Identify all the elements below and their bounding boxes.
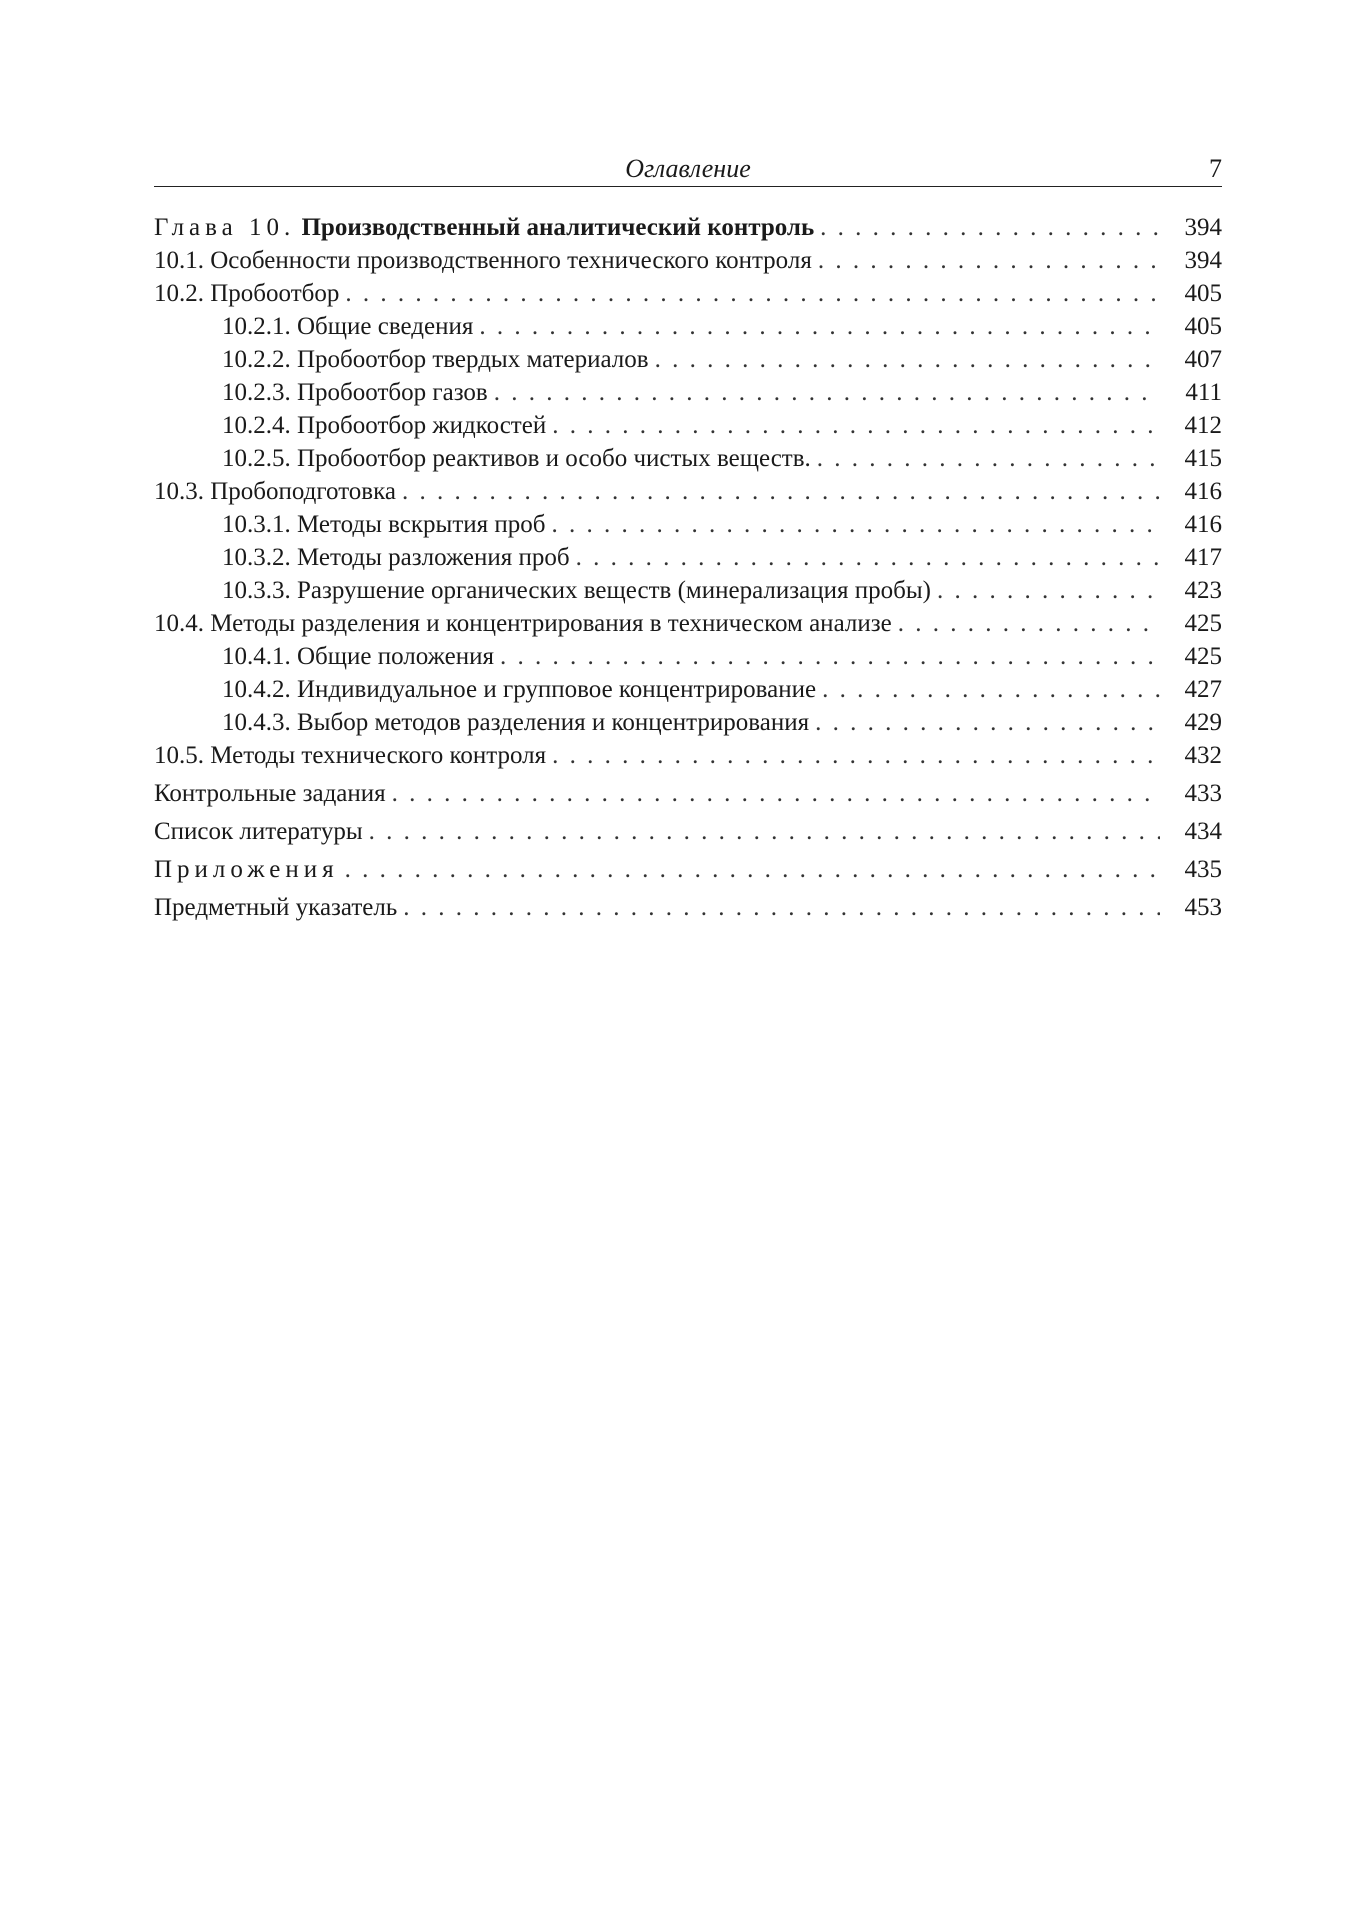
toc-entry-10-2-2[interactable] bbox=[154, 343, 1222, 376]
toc-page-number: 432 bbox=[1184, 742, 1222, 769]
dot-leader bbox=[345, 853, 1160, 886]
toc-entry-label: 10.4. Методы разделения и концентрирования в техническом анализе bbox=[154, 610, 892, 637]
toc-entry-label: 10.1. Особенности производственного технического контроля bbox=[154, 247, 812, 274]
toc-entry-label: 10.5. Методы технического контроля bbox=[154, 742, 547, 769]
dot-leader bbox=[576, 541, 1160, 574]
dot-leader bbox=[402, 475, 1160, 508]
dot-leader bbox=[500, 640, 1160, 673]
toc-page-number: 425 bbox=[1184, 610, 1222, 637]
toc-entry-10-3-3[interactable] bbox=[154, 574, 1222, 607]
toc-entry-label: Список литературы bbox=[154, 818, 363, 845]
toc-entry-10-3-2[interactable] bbox=[154, 541, 1222, 574]
toc-entry-appendices[interactable] bbox=[154, 853, 1222, 886]
dot-leader bbox=[937, 574, 1160, 607]
chapter-title: Производственный аналитический контроль bbox=[301, 214, 815, 241]
chapter-prefix: Глава 10. bbox=[154, 214, 296, 241]
toc-page-number: 405 bbox=[1184, 313, 1222, 340]
toc-entry-bibliography[interactable] bbox=[154, 815, 1222, 848]
toc-entry-10-4-3[interactable] bbox=[154, 706, 1222, 739]
toc-entry-label: Контрольные задания bbox=[154, 780, 386, 807]
toc-entry-label: 10.4.3. Выбор методов разделения и концентрирования bbox=[222, 709, 810, 736]
table-of-contents bbox=[154, 211, 1222, 924]
toc-entry-10-4-2[interactable] bbox=[154, 673, 1222, 706]
dot-leader bbox=[552, 739, 1160, 772]
dot-leader bbox=[392, 777, 1160, 810]
toc-page-number: 425 bbox=[1184, 643, 1222, 670]
page-number: 7 bbox=[1209, 154, 1222, 183]
toc-entry-10-4-1[interactable] bbox=[154, 640, 1222, 673]
toc-page-number: 412 bbox=[1184, 412, 1222, 439]
toc-page-number: 423 bbox=[1184, 577, 1222, 604]
toc-page-number: 417 bbox=[1184, 544, 1222, 571]
toc-page-number: 429 bbox=[1184, 709, 1222, 736]
dot-leader bbox=[552, 508, 1161, 541]
toc-page-number: 394 bbox=[1184, 247, 1222, 274]
toc-entry-label: 10.3.1. Методы вскрытия проб bbox=[222, 511, 546, 538]
toc-entry-label: 10.2.2. Пробоотбор твердых материалов bbox=[222, 346, 649, 373]
toc-entry-10-2[interactable] bbox=[154, 277, 1222, 310]
toc-entry-subject-index[interactable] bbox=[154, 891, 1222, 924]
toc-entry-label: 10.2.5. Пробоотбор реактивов и особо чистых веществ. bbox=[222, 445, 811, 472]
toc-page-number: 405 bbox=[1184, 280, 1222, 307]
running-title: Оглавление bbox=[625, 154, 751, 183]
toc-entry-10-2-5[interactable] bbox=[154, 442, 1222, 475]
dot-leader bbox=[815, 706, 1160, 739]
dot-leader bbox=[494, 376, 1160, 409]
toc-entry-10-5[interactable] bbox=[154, 739, 1222, 772]
toc-entry-10-2-1[interactable] bbox=[154, 310, 1222, 343]
toc-page-number: 435 bbox=[1184, 856, 1222, 883]
page bbox=[154, 150, 1222, 924]
toc-entry-label: 10.4.2. Индивидуальное и групповое концентрирование bbox=[222, 676, 817, 703]
toc-page-number: 434 bbox=[1184, 818, 1222, 845]
toc-entry-label: 10.2.1. Общие сведения bbox=[222, 313, 474, 340]
toc-page-number: 411 bbox=[1185, 379, 1222, 406]
toc-entry-label: Предметный указатель bbox=[154, 894, 398, 921]
toc-entry-10-2-4[interactable] bbox=[154, 409, 1222, 442]
dot-leader bbox=[552, 409, 1160, 442]
dot-leader bbox=[822, 673, 1160, 706]
toc-entry-review-tasks[interactable] bbox=[154, 777, 1222, 810]
toc-entry-10-2-3[interactable] bbox=[154, 376, 1222, 409]
toc-entry-label: 10.2.4. Пробоотбор жидкостей bbox=[222, 412, 547, 439]
toc-entry-10-3-1[interactable] bbox=[154, 508, 1222, 541]
toc-entry-label: 10.2.3. Пробоотбор газов bbox=[222, 379, 488, 406]
toc-entry-label: 10.3.2. Методы разложения проб bbox=[222, 544, 570, 571]
toc-page-number: 394 bbox=[1184, 214, 1222, 241]
toc-page-number: 416 bbox=[1184, 478, 1222, 505]
dot-leader bbox=[345, 277, 1160, 310]
running-head bbox=[154, 150, 1222, 187]
dot-leader bbox=[820, 211, 1160, 244]
toc-entry-10-1[interactable] bbox=[154, 244, 1222, 277]
toc-entry-10-4[interactable] bbox=[154, 607, 1222, 640]
toc-entry-label bbox=[154, 211, 814, 244]
toc-entry-label: 10.2. Пробоотбор bbox=[154, 280, 340, 307]
dot-leader bbox=[898, 607, 1160, 640]
toc-page-number: 407 bbox=[1184, 346, 1222, 373]
toc-entry-label: 10.4.1. Общие положения bbox=[222, 643, 494, 670]
toc-entry-label: Приложения bbox=[154, 856, 339, 883]
toc-entry-label: 10.3.3. Разрушение органических веществ (минерализация пробы) bbox=[222, 577, 931, 604]
dot-leader bbox=[817, 442, 1160, 475]
toc-page-number: 453 bbox=[1184, 894, 1222, 921]
toc-page-number: 415 bbox=[1184, 445, 1222, 472]
toc-entry-chapter-10[interactable] bbox=[154, 211, 1222, 244]
toc-page-number: 427 bbox=[1184, 676, 1222, 703]
toc-page-number: 416 bbox=[1184, 511, 1222, 538]
dot-leader bbox=[655, 343, 1160, 376]
dot-leader bbox=[403, 891, 1160, 924]
toc-entry-label: 10.3. Пробоподготовка bbox=[154, 478, 396, 505]
toc-page-number: 433 bbox=[1184, 780, 1222, 807]
toc-entry-10-3[interactable] bbox=[154, 475, 1222, 508]
dot-leader bbox=[818, 244, 1160, 277]
dot-leader bbox=[369, 815, 1160, 848]
dot-leader bbox=[479, 310, 1160, 343]
